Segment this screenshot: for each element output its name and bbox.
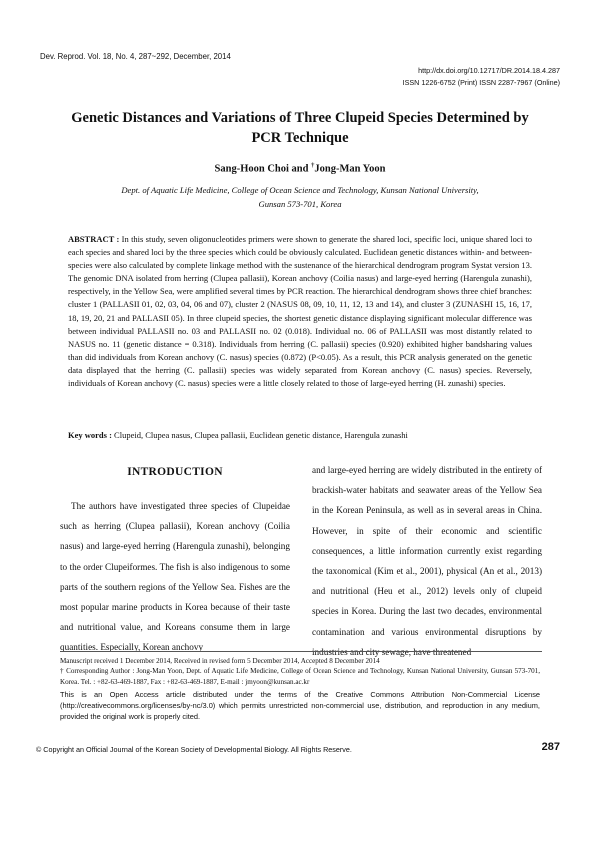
author-1: Sang-Hoon Choi and [214, 163, 312, 175]
keywords-label: Key words : [68, 430, 112, 440]
manuscript-dates: Manuscript received 1 December 2014, Received in revised form 5 December 2014, Accepted 8 December 2014 [60, 657, 380, 665]
author-2: Jong-Man Yoon [314, 163, 386, 175]
affiliation-line-2: Gunsan 573-701, Korea [258, 198, 342, 209]
section-heading-introduction: INTRODUCTION [127, 466, 223, 478]
article-title [60, 108, 540, 148]
affiliation [70, 184, 530, 211]
abstract [68, 233, 532, 390]
keywords [68, 430, 532, 440]
issn-line: ISSN 1226-6752 (Print) ISSN 2287-7967 (Online) [402, 78, 560, 87]
open-access-notice: This is an Open Access article distributed under the terms of the Creative Commons Attribution Non-Commercial License (http://creativecommons.org/licenses/by-nc/3.0) which permits unrestricted non-commercial use, distribution, and reproduction in any medium, provided the original work is properly cited. [60, 690, 540, 721]
journal-citation: Dev. Reprod. Vol. 18, No. 4, 287~292, December, 2014 [40, 52, 231, 61]
copyright-notice: © Copyright an Official Journal of the Korean Society of Developmental Biology. All Rights Reserve. [36, 745, 352, 754]
keywords-text: Clupeid, Clupea nasus, Clupea pallasii, Euclidean genetic distance, Harengula zunashi [114, 430, 408, 440]
footnote-divider [60, 651, 542, 652]
corresponding-mark: † [311, 162, 315, 169]
affiliation-line-1: Dept. of Aquatic Life Medicine, College of Ocean Science and Technology, Kunsan National University, [121, 185, 479, 195]
page-number: 287 [541, 741, 560, 753]
intro-left-column: The authors have investigated three species of Clupeidae such as herring (Clupea pallasii), Korean anchovy (Coilia nasus) and large-eyed herring (Harengula zunashi), belonging to the order Clupeiformes. The fish is also indigenous to some parts of the southern regions of the Yellow Sea. Fishes are the most popular marine products in Korea because of their taste and nutritional value, and Koreans consume them in large quantities. Especially, Korean anchovy [60, 501, 290, 653]
abstract-label: ABSTRACT : [68, 234, 120, 244]
corresponding-author-note: † Corresponding Author : Jong-Man Yoon, Dept. of Aquatic Life Medicine, College of Ocean Science and Technology, Kunsan National University, Gunsan 573-701, Korea. Tel. : +82-63-469-1887, Fax : +82-63-469-1887, E-mail : jmyoon@kunsan.ac.kr [60, 667, 540, 686]
doi-link[interactable]: http://dx.doi.org/10.12717/DR.2014.18.4.287 [418, 66, 560, 75]
author-list [0, 162, 600, 175]
intro-right-column: and large-eyed herring are widely distributed in the entirety of brackish-water habitats and seawater areas of the Yellow Sea in the Korean Peninsula, as well as in several areas in China. However, in spite of their economic and scientific consequences, a little information currently exist regarding the taxonomical (Kim et al., 2001), physical (An et al., 2013) and nutritional (Heu et al., 2012) levels only of clupeid species in Korea. During the last two decades, environmental contamination and various environmental disruptions by industries and city sewage, have threatened [312, 465, 542, 657]
title-line-2: PCR Technique [251, 130, 349, 146]
abstract-text: In this study, seven oligonucleotides primers were shown to generate the shared loci, specific loci, unique shared loci to each species and shared loci by the three species which could be obviously calculated. Euclidean genetic distances within- and between-species were also calculated by complete linkage method with the sustenance of the hierarchical dendrogram program Systat version 13. The genomic DNA isolated from herring (Clupea pallasii), Korean anchovy (Coilia nasus) and large-eyed herring (Harengula zunashi), respectively, in the Yellow Sea, were amplified several times by PCR reaction. The hierarchical dendrogram shows three chief branches: cluster 1 (PALLASII 01, 02, 03, 04, 06 and 07), cluster 2 (NASUS 08, 09, 10, 11, 12, 13 and 14), and cluster 3 (ZUNASHI 15, 16, 17, 18, 19, 20, 21 and PALLASII 05). In three clupeid species, the shortest genetic distance displaying significant molecular difference was between individual PALLASII no. 03 and PALLASII no. 02 (0.018). Individual no. 06 of PALLASII was most distantly related to NASUS no. 11 (genetic distance = 0.318). Individuals from herring (C. pallasii) species (0.920) exhibited higher bandsharing values than did individuals from Korean anchovy (C. nasus) species (0.872) (P<0.05). As a result, this PCR analysis generated on the genetic data displayed that the herring (C. pallasii) species was widely separated from Korean anchovy (C. nasus) species. Reversely, individuals of Korean anchovy (C. nasus) species were a little closely related to those of large-eyed herring (H. zunashi) species. [68, 234, 533, 389]
footnotes [60, 656, 540, 687]
title-line-1: Genetic Distances and Variations of Three Clupeid Species Determined by [71, 110, 529, 126]
